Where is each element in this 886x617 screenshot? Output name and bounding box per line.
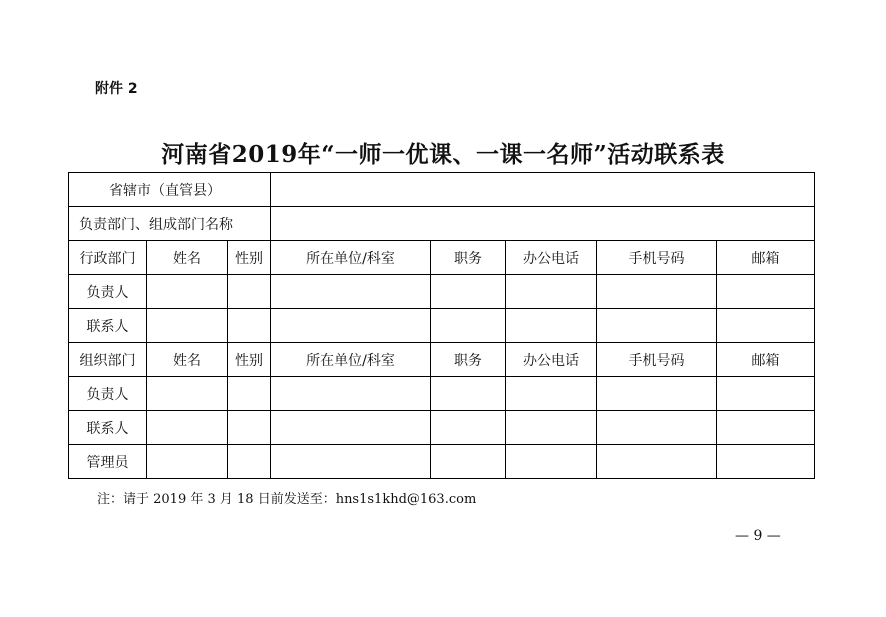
input-cell[interactable] (147, 445, 228, 479)
input-cell[interactable] (271, 411, 431, 445)
input-cell[interactable] (147, 309, 228, 343)
input-cell[interactable] (431, 445, 506, 479)
input-cell[interactable] (147, 411, 228, 445)
table-row (69, 377, 815, 411)
header-cell: 邮箱 (717, 241, 815, 275)
table-row (69, 309, 815, 343)
input-cell[interactable] (271, 309, 431, 343)
input-cell[interactable] (506, 275, 597, 309)
table-row (69, 275, 815, 309)
input-cell[interactable] (431, 377, 506, 411)
input-cell[interactable] (431, 275, 506, 309)
role-label: 负责人 (69, 275, 147, 309)
page-number: — 9 — (735, 528, 781, 544)
attachment-label: 附件 2 (95, 81, 138, 97)
input-cell[interactable] (147, 275, 228, 309)
table-row (69, 411, 815, 445)
input-cell[interactable] (717, 275, 815, 309)
input-cell[interactable] (717, 377, 815, 411)
table-row-city (69, 173, 815, 207)
input-cell[interactable] (597, 275, 717, 309)
header-cell: 办公电话 (506, 343, 597, 377)
input-cell[interactable] (228, 445, 271, 479)
input-cell[interactable] (506, 377, 597, 411)
input-cell[interactable] (431, 411, 506, 445)
header-cell: 行政部门 (69, 241, 147, 275)
input-cell[interactable] (431, 309, 506, 343)
header-cell: 姓名 (147, 241, 228, 275)
input-cell[interactable] (506, 445, 597, 479)
city-label: 省辖市（直管县） (69, 173, 271, 207)
contact-form-table (68, 172, 815, 479)
input-cell[interactable] (597, 309, 717, 343)
city-input-cell[interactable] (271, 173, 815, 207)
role-label: 管理员 (69, 445, 147, 479)
input-cell[interactable] (717, 445, 815, 479)
input-cell[interactable] (717, 309, 815, 343)
input-cell[interactable] (228, 377, 271, 411)
department-input-cell[interactable] (271, 207, 815, 241)
document-title: 河南省2019年“一师一优课、一课一名师”活动联系表 (161, 141, 725, 168)
header-cell: 职务 (431, 241, 506, 275)
header-cell: 性别 (228, 241, 271, 275)
header-cell: 性别 (228, 343, 271, 377)
input-cell[interactable] (228, 411, 271, 445)
header-cell: 姓名 (147, 343, 228, 377)
role-label: 负责人 (69, 377, 147, 411)
header-cell: 办公电话 (506, 241, 597, 275)
input-cell[interactable] (271, 377, 431, 411)
input-cell[interactable] (597, 377, 717, 411)
input-cell[interactable] (228, 275, 271, 309)
input-cell[interactable] (597, 411, 717, 445)
table-row-department (69, 207, 815, 241)
input-cell[interactable] (506, 309, 597, 343)
submission-note: 注：请于 2019 年 3 月 18 日前发送至：hns1s1khd@163.com (97, 492, 477, 507)
input-cell[interactable] (271, 275, 431, 309)
header-cell: 手机号码 (597, 343, 717, 377)
org-header-row (69, 343, 815, 377)
input-cell[interactable] (147, 377, 228, 411)
header-cell: 邮箱 (717, 343, 815, 377)
admin-header-row (69, 241, 815, 275)
input-cell[interactable] (506, 411, 597, 445)
role-label: 联系人 (69, 309, 147, 343)
input-cell[interactable] (597, 445, 717, 479)
input-cell[interactable] (717, 411, 815, 445)
header-cell: 职务 (431, 343, 506, 377)
header-cell: 所在单位/科室 (271, 241, 431, 275)
input-cell[interactable] (228, 309, 271, 343)
header-cell: 所在单位/科室 (271, 343, 431, 377)
input-cell[interactable] (271, 445, 431, 479)
header-cell: 组织部门 (69, 343, 147, 377)
header-cell: 手机号码 (597, 241, 717, 275)
role-label: 联系人 (69, 411, 147, 445)
table-row (69, 445, 815, 479)
department-label: 负责部门、组成部门名称 (69, 207, 271, 241)
